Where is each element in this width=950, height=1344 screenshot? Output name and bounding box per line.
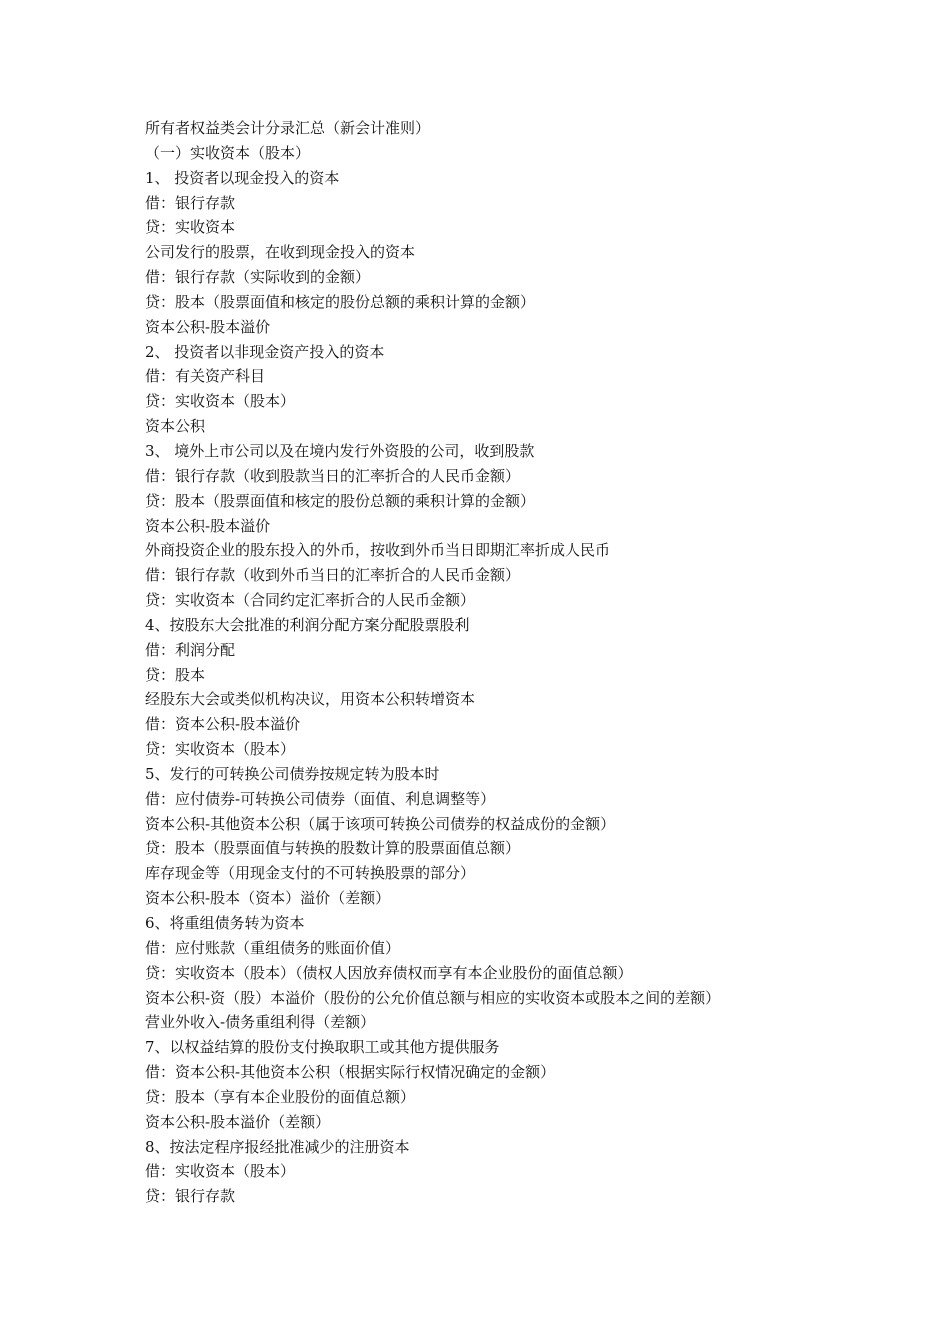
- entry-line: 贷：股本: [145, 665, 206, 684]
- entry-line: 借：实收资本（股本）: [145, 1162, 296, 1181]
- entry-line: 资本公积-股本（资本）溢价（差额）: [145, 889, 391, 908]
- entry-line: 借：有关资产科目: [145, 367, 266, 386]
- item-heading: 7、以权益结算的股份支付换取职工或其他方提供服务: [145, 1038, 500, 1057]
- entry-line: 贷：实收资本（股本）: [145, 392, 296, 411]
- entry-line: 借：资本公积-股本溢价: [145, 715, 301, 734]
- entry-line: 借：资本公积-其他资本公积（根据实际行权情况确定的金额）: [145, 1063, 556, 1082]
- entry-line: 贷：实收资本（股本）: [145, 740, 296, 759]
- entry-line: 借：利润分配: [145, 640, 236, 659]
- item-heading: 4、按股东大会批准的利润分配方案分配股票股利: [145, 615, 470, 634]
- item-heading: 1、 投资者以现金投入的资本: [145, 168, 340, 187]
- entry-line: 贷：股本（股票面值与转换的股数计算的股票面值总额）: [145, 839, 521, 858]
- entry-line: 资本公积-股本溢价（差额）: [145, 1112, 331, 1131]
- entry-line: 贷：实收资本（股本）（债权人因放弃债权而享有本企业股份的面值总额）: [145, 963, 633, 982]
- entry-line: 贷：股本（股票面值和核定的股份总额的乘积计算的金额）: [145, 292, 536, 311]
- entry-line: 贷：实收资本: [145, 218, 236, 237]
- entry-line: 资本公积-资（股）本溢价（股份的公允价值总额与相应的实收资本或股本之间的差额）: [145, 988, 721, 1007]
- item-heading: 8、按法定程序报经批准减少的注册资本: [145, 1137, 410, 1156]
- entry-line: 借：应付债券-可转换公司债券（面值、利息调整等）: [145, 789, 496, 808]
- entry-line: 资本公积-股本溢价: [145, 317, 271, 336]
- entry-line: 库存现金等（用现金支付的不可转换股票的部分）: [145, 864, 476, 883]
- section-heading: （一）实收资本（股本）: [145, 143, 311, 162]
- entry-line: 借：银行存款（收到股款当日的汇率折合的人民币金额）: [145, 466, 521, 485]
- entry-line: 借：银行存款（收到外币当日的汇率折合的人民币金额）: [145, 566, 521, 585]
- item-heading: 6、将重组债务转为资本: [145, 914, 305, 932]
- document-body: [145, 116, 925, 1209]
- entry-line: 资本公积-其他资本公积（属于该项可转换公司债券的权益成份的金额）: [145, 814, 616, 833]
- text-line: 公司发行的股票，在收到现金投入的资本: [145, 243, 416, 262]
- item-heading: 2、 投资者以非现金资产投入的资本: [145, 342, 385, 361]
- item-heading: 3、 境外上市公司以及在境内发行外资股的公司，收到股款: [145, 441, 535, 460]
- text-line: 外商投资企业的股东投入的外币，按收到外币当日即期汇率折成人民币: [145, 541, 611, 560]
- entry-line: 贷：实收资本（合同约定汇率折合的人民币金额）: [145, 591, 476, 610]
- entry-line: 贷：银行存款: [145, 1187, 236, 1206]
- document-title: 所有者权益类会计分录汇总（新会计准则）: [145, 119, 431, 137]
- entry-line: 借：应付账款（重组债务的账面价值）: [145, 938, 401, 957]
- text-line: 经股东大会或类似机构决议，用资本公积转增资本: [145, 690, 476, 709]
- entry-line: 资本公积: [145, 417, 206, 436]
- item-heading: 5、发行的可转换公司债券按规定转为股本时: [145, 764, 440, 783]
- entry-line: 贷：股本（股票面值和核定的股份总额的乘积计算的金额）: [145, 491, 536, 510]
- entry-line: 贷：股本（享有本企业股份的面值总额）: [145, 1087, 416, 1106]
- entry-line: 借：银行存款（实际收到的金额）: [145, 268, 371, 287]
- entry-line: 借：银行存款: [145, 193, 236, 212]
- entry-line: 营业外收入-债务重组利得（差额）: [145, 1013, 376, 1032]
- entry-line: 资本公积-股本溢价: [145, 516, 271, 535]
